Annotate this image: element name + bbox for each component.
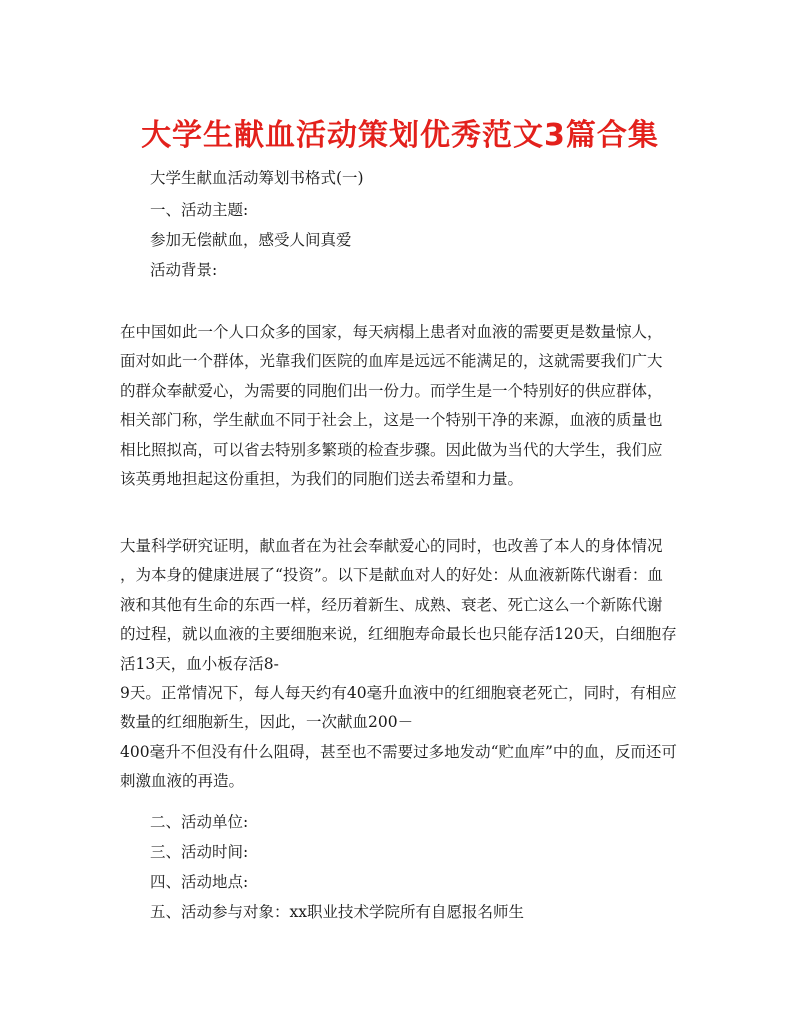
section3-heading: 三、活动时间: bbox=[150, 843, 249, 861]
paragraph-line: 液和其他有生命的东西一样，经历着新生、成熟、衰老、死亡这么一个新陈代谢 bbox=[120, 595, 663, 614]
paragraph-line: 相比照拟高，可以省去特别多繁琐的检查步骤。因此做为当代的大学生，我们应 bbox=[120, 440, 663, 459]
section4-heading: 四、活动地点: bbox=[150, 873, 249, 891]
section1-heading: 一、活动主题: bbox=[150, 201, 249, 219]
paragraph-line: 该英勇地担起这份重担，为我们的同胞们送去希望和力量。 bbox=[120, 469, 524, 488]
paragraph-background bbox=[120, 318, 690, 494]
paragraph-line: 大量科学研究证明，献血者在为社会奉献爱心的同时，也改善了本人的身体情况 bbox=[120, 537, 663, 555]
paragraph-line: 刺激血液的再造。 bbox=[120, 772, 245, 791]
paragraph-line: 面对如此一个群体，光靠我们医院的血库是远远不能满足的，这就需要我们广大 bbox=[120, 352, 663, 371]
section5-heading: 五、活动参与对象：xx职业技术学院所有自愿报名师生 bbox=[150, 903, 524, 921]
paragraph-line: 活13天，血小板存活8- bbox=[120, 654, 279, 673]
paragraph-line: 的过程，就以血液的主要细胞来说，红细胞寿命最长也只能存活120天，白细胞存 bbox=[120, 625, 677, 644]
background-heading: 活动背景: bbox=[150, 261, 218, 279]
subtitle: 大学生献血活动筹划书格式(一) bbox=[150, 169, 364, 187]
paragraph-line: 的群众奉献爱心，为需要的同胞们出一份力。而学生是一个特别好的供应群体， bbox=[120, 381, 663, 400]
paragraph-science bbox=[120, 532, 690, 797]
paragraph-line: 相关部门称，学生献血不同于社会上，这是一个特别干净的来源，血液的质量也 bbox=[120, 411, 663, 430]
paragraph-line: 400毫升不但没有什么阻碍，甚至也不需要过多地发动“贮血库”中的血，反而还可 bbox=[120, 742, 677, 761]
section2-heading: 二、活动单位: bbox=[150, 813, 249, 831]
document-title: 大学生献血活动策划优秀范文3篇合集 bbox=[141, 118, 659, 153]
paragraph-line: 在中国如此一个人口众多的国家，每天病榻上患者对血液的需要更是数量惊人， bbox=[120, 323, 663, 341]
section1-theme: 参加无偿献血，感受人间真爱 bbox=[150, 231, 352, 249]
paragraph-line: 9天。正常情况下，每人每天约有40毫升血液中的红细胞衰老死亡，同时，有相应 bbox=[120, 683, 677, 702]
paragraph-line: ，为本身的健康进展了“投资”。以下是献血对人的好处：从血液新陈代谢看：血 bbox=[120, 566, 663, 585]
paragraph-line: 数量的红细胞新生，因此，一次献血200－ bbox=[120, 713, 414, 732]
